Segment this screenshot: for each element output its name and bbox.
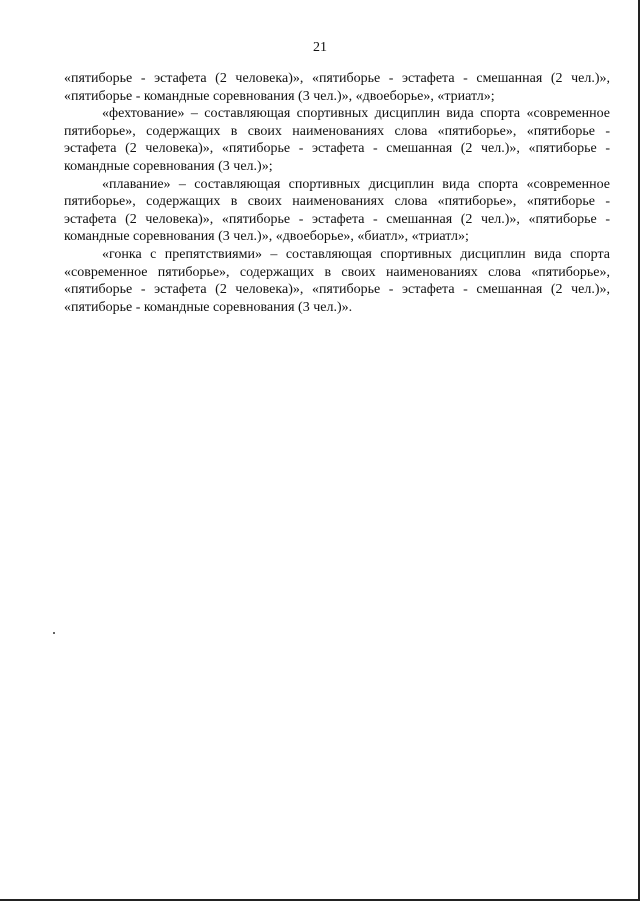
paragraph-swimming: «плавание» – составляющая спортивных дисциплин вида спорта «современное пятиборье», содержащих в своих наименованиях слова «пятиборье», «пятиборье - эстафета (2 человека)», «пятиборье - эстафета - смешанная (2 чел.)», «пятиборье - командные соревнования (3 чел.)», «двоеборье», «биатл», «триатл»; bbox=[64, 176, 610, 245]
page-number: 21 bbox=[313, 40, 327, 55]
paragraph-obstacle-race: «гонка с препятствиями» – составляющая спортивных дисциплин вида спорта «современное пятиборье», содержащих в своих наименованиях слова «пятиборье», «пятиборье - эстафета (2 человека)», «пятиборье - эстафета - смешанная (2 чел.)», «пятиборье - командные соревнования (3 чел.)». bbox=[64, 246, 610, 315]
paragraph-fencing: «фехтование» – составляющая спортивных дисциплин вида спорта «современное пятиборье», содержащих в своих наименованиях слова «пятиборье», «пятиборье - эстафета (2 человека)», «пятиборье - эстафета - смешанная (2 чел.)», «пятиборье - командные соревнования (3 чел.)»; bbox=[64, 106, 610, 174]
scan-speck bbox=[53, 632, 55, 634]
document-body bbox=[64, 70, 610, 316]
paragraph-continuation: «пятиборье - эстафета (2 человека)», «пятиборье - эстафета - смешанная (2 чел.)», «пятиборье - командные соревнования (3 чел.)», «двоеборье», «триатл»; bbox=[64, 71, 610, 104]
